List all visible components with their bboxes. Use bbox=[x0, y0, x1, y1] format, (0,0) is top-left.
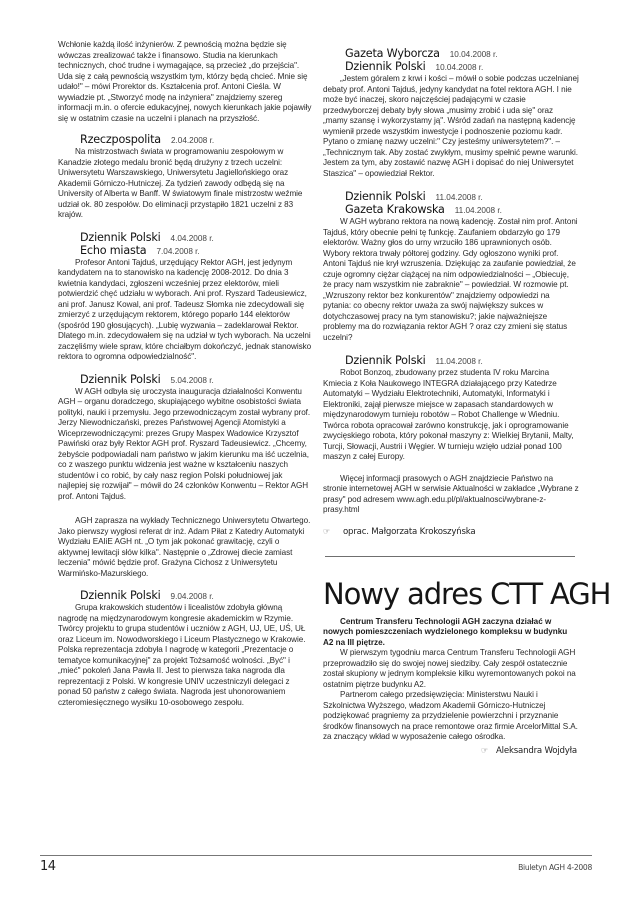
press-item-text: W AGH wybrano rektora na nową kadencję. Został nim prof. Antoni Tajduś, który obecnie pełni tę funkcję. Zaufaniem obdarzyło go 179 elektorów. Ważny głos do urny wrzuciło 186 uprawnionych osób. Wybory rektora trwały półtorej godziny. Gdy ogłoszono wyniki prof. Antoni Tajduś nie krył wzruszenia. Dziękując za zaufanie powiedział, że czuje ogromny ciężar ciążącej na nim odpowiedzialności – „Obiecuję, że pracy nam wszystkim nie zabraknie" – powiedział. W rozmowie pt. „Wzruszony rektor bez konkurentów" znajdziemy odpowiedzi na pytania: co obecny rektor uważa za swój największy sukces w dotychczasowej pracy na tym stanowisku?; jakie najważniejsze problemy ma do rozwiązania rektor AGH ? oraz czy zmieni się status uczelni? bbox=[323, 217, 578, 342]
press-source bbox=[345, 355, 579, 368]
source-date: 5.04.2008 r. bbox=[170, 375, 214, 385]
article-signature bbox=[323, 745, 579, 757]
source-date: 7.04.2008 r. bbox=[156, 246, 200, 256]
source-date: 10.04.2008 r. bbox=[449, 50, 498, 59]
press-sources bbox=[345, 355, 579, 368]
press-item-text: Profesor Antoni Tajduś, urzędujący Rektor AGH, jest jedynym kandydatem na to stanowisko na kadencję 2008-2012. Do dnia 3 kwietnia kandydaci, zgłoszeni wcześniej przez elektorów, mieli potwierdzić chęć udziału w wyborach. Ani prof. Ryszard Tadeusiewicz, ani prof. Janusz Kowal, ani prof. Tadeusz Słomka nie zdecydowali się zmierzyć z urzędującym rektorem, którego poparło 144 elektorów (spośród 190 głosujących). „Lubię wyzwania – zadeklarował Rektor. Dlatego m.in. zdecydowałem się na udział w tych wyborach. Na uczelni zaczęliśmy wiele spraw, które chciałbym dokończyć, jednak stanowisko rektora to ogromna odpowiedzialność". bbox=[58, 257, 312, 361]
article-paragraph: W pierwszym tygodniu marca Centrum Transferu Technologii AGH przeprowadziło się do swojej nowej siedziby. Cały zespół ostatecznie został skupiony w jednym kompleksie kilku wyremontowanych pokoi na ostatnim piętrze budynku A2. bbox=[323, 648, 576, 689]
pointing-hand-icon: ☞ bbox=[323, 526, 330, 536]
intro-paragraph: Wchłonie każdą ilość inżynierów. Z pewnością można będzie się wówczas zrealizować także i finansowo. Studia na kierunkach technicznych, choć trudne i wymagające, są przecież „do przejścia". Uda się z całą pewnością wszystkim tym, którzy będą chcieć. Mnie się udało!" – mówi Prorektor ds. Kształcenia prof. Antoni Cieśla. W wywiadzie pt. „Stworzyć modę na inżyniera" znajdziemy szereg informacji m.in. o ofercie edukacyjnej, nowych kierunkach jakie pojawiły się w ostatnim czasie na uczelni i planach na przyszłość. bbox=[58, 40, 312, 123]
source-date: 2.04.2008 r. bbox=[170, 136, 215, 145]
footer-rule bbox=[40, 855, 592, 856]
source-date: 11.04.2008 r. bbox=[435, 357, 483, 366]
press-source bbox=[80, 374, 312, 387]
source-name: Rzeczpospolita bbox=[80, 133, 161, 146]
press-sources bbox=[345, 191, 579, 217]
press-sources bbox=[345, 48, 579, 74]
press-source bbox=[80, 134, 312, 147]
article-headline: Nowy adres CTT AGH bbox=[323, 576, 611, 611]
source-name: Dziennik Polski bbox=[80, 230, 161, 244]
source-name: Gazeta Krakowska bbox=[345, 203, 445, 216]
pointing-hand-icon: ☞ bbox=[481, 745, 488, 755]
press-item-text: W AGH odbyła się uroczysta inauguracja działalności Konwentu AGH – organu doradczego, skupiającego wybitne osobistości świata polityki, nauki i przemysłu. Jego przewodniczącym został wybrany prof. Jerzy Niewodniczański, prezes Państwowej Agencji Atomistyki a Wiceprzewodniczącymi: prezes Grupy Maspex Wadowice Krzysztof Pawiński oraz były Rektor AGH prof. Ryszard Tadeusiewicz. „Chcemy, żebyście podpowiadali nam państwo w jakim kierunku ma iść uczelnia, co z waszego punktu widzenia jest ważne w kształceniu naszych studentów i co robić, by cały nasz region Polski południowej jak najlepiej się rozwijał" – mówił do 24 członków Konwentu – Rektor AGH prof. Antoni Tajduś. bbox=[58, 386, 311, 501]
source-name: Gazeta Wyborcza bbox=[345, 47, 440, 60]
more-info-text: Więcej informacji prasowych o AGH znajdziecie Państwo na stronie internetowej AGH w serwisie Aktualności w zakładce „Wybrane z prasy" pod adresem www.agh.edu.pl/pl/aktualnosci/wybrane-z-prasy.html bbox=[323, 473, 579, 514]
press-item-text: „Jestem góralem z krwi i kości – mówił o sobie podczas uczelnianej debaty prof. Antoni Tajduś, jedyny kandydat na fotel rektora AGH. I nie może być inaczej, skoro najczęściej padającymi w czasie przedwyborczej debaty były słowa „musimy zrobić i uda się" oraz „mamy szansę i wykorzystamy ją". Wśród zadań na następną kadencję wymienił przede wszystkim inwestycje i podnoszenie poziomu kadr. Pytano o zmianę nazwy uczelni:" Czy jesteśmy uniwersytetem?". – „Technicznym tak. Aby zostać zwykłym, musimy spełnić pewne warunki. Jestem za tym, aby zostawić nazwę AGH i dopisać do niej Uniwersytet Staszica" – opowiedział Rektor. bbox=[323, 74, 579, 178]
press-sources bbox=[80, 134, 312, 147]
source-date: 11.04.2008 r. bbox=[435, 193, 483, 202]
section-divider bbox=[325, 556, 575, 557]
signature bbox=[323, 526, 579, 538]
right-column bbox=[323, 40, 611, 757]
press-source bbox=[80, 590, 312, 603]
source-name: Dziennik Polski bbox=[345, 60, 426, 73]
source-date: 4.04.2008 r. bbox=[170, 233, 214, 243]
article-paragraph: Partnerom całego przedsięwzięcia: Ministerstwu Nauki i Szkolnictwa Wyższego, władzom Akademii Górniczo-Hutniczej podziękować pragniemy za przydzielenie powierzchni i przyznanie środków finansowych na prace remontowe oraz firmie ArcelorMittal S.A. za znaczący wkład w wyposażenie całego ośrodka. bbox=[323, 690, 578, 741]
press-sources bbox=[80, 590, 312, 603]
source-name: Dziennik Polski bbox=[80, 589, 161, 602]
press-item-text: AGH zaprasza na wykłady Technicznego Uniwersytetu Otwartego. Jako pierwszy wygłosi referat dr inż. Adam Piłat z Katedry Automatyki Wydziału EAIiE AGH nt. „O tym jak pokonać grawitację, czyli o aktywnej lewitacji słów kilka". Następnie o „Zdrowej diecie zamiast leczenia" mówić będzie prof. Grażyna Cichosz z Uniwersytetu Warmińsko-Mazurskiego. bbox=[58, 516, 311, 578]
press-item-text: Na mistrzostwach świata w programowaniu zespołowym w Kanadzie złotego medalu bronić będą drużyny z trzech uczelni: Uniwersytetu Warszawskiego, Uniwersytetu Jagiellońskiego oraz Akademii Górniczo-Hutniczej. Za tydzień zawody odbędą się na University of Alberta w Banff. W światowym finale mistrzostw weźmie udział ok. 80 zespołów. Do eliminacji przystąpiło 1821 uczelni z 83 krajów. bbox=[58, 147, 303, 219]
source-date: 10.04.2008 r. bbox=[435, 63, 484, 72]
source-name: Echo miasta bbox=[80, 243, 147, 257]
press-source bbox=[80, 245, 312, 258]
page-number: 14 bbox=[40, 859, 56, 874]
source-date: 11.04.2008 r. bbox=[454, 206, 502, 215]
press-source bbox=[345, 61, 579, 74]
press-sources bbox=[80, 232, 312, 258]
article-lead: Centrum Transferu Technologii AGH zaczyna działać w nowych pomieszczeniach wydzielonego kompleksu w budynku A2 na III piętrze. bbox=[323, 616, 568, 647]
press-item-text: Grupa krakowskich studentów i licealistów zdobyła główną nagrodę na międzynarodowym kongresie akademickim w Rzymie. Twórcy projektu to grupa studentów i uczniów z AGH, UJ, UE, UŚ, UŁ oraz Liceum im. Nowodworskiego i Liceum Plastycznego w Krakowie. Polska reprezentacja zdobyła I nagrodę w kategorii „Prezentacje o tematyce komunikacyjnej" za projekt Tożsamość wolności. „Być" i „mieć" pokoleń Jana Pawła II. Jest to pierwsza taka nagroda dla reprezentacji z Polski. W kongresie UNIV uczestniczyli delegaci z ponad 50 państw z całego świata. Nagroda jest uhonorowaniem czteromiesięcznego wysiłku 10-osobowego zespołu. bbox=[58, 603, 306, 707]
press-source bbox=[345, 204, 579, 217]
source-name: Dziennik Polski bbox=[345, 354, 426, 367]
press-item-text: Robot Bonzoq, zbudowany przez studenta IV roku Marcina Kmiecia z Koła Naukowego INTEGRA działającego przy Katedrze Automatyki – Wydziału Elektrotechniki, Automatyki, Informatyki i Elektroniki, zajął pierwsze miejsce w zapasach standardowych w międzynarodowym turnieju robotów – Robot Challenge w Wiedniu. Twórca robota opracował zarówno konstrukcję, jak i oprogramowanie zwycięskiego robota, który pokonał maszyny z: Wielkiej Brytanii, Malty, Turcji, Słowacji, Austrii i Węgier. W turnieju wzięło udział ponad 100 maszyn z całej Europy. bbox=[323, 368, 574, 461]
source-name: Dziennik Polski bbox=[345, 190, 426, 203]
left-column bbox=[58, 40, 312, 708]
publication-name: Biuletyn AGH 4-2008 bbox=[518, 863, 592, 872]
article-signature-name: Aleksandra Wojdyła bbox=[496, 745, 577, 756]
source-date: 9.04.2008 r. bbox=[170, 592, 214, 601]
signature-name: oprac. Małgorzata Krokoszyńska bbox=[343, 526, 476, 537]
press-sources bbox=[80, 374, 312, 387]
source-name: Dziennik Polski bbox=[80, 372, 161, 386]
